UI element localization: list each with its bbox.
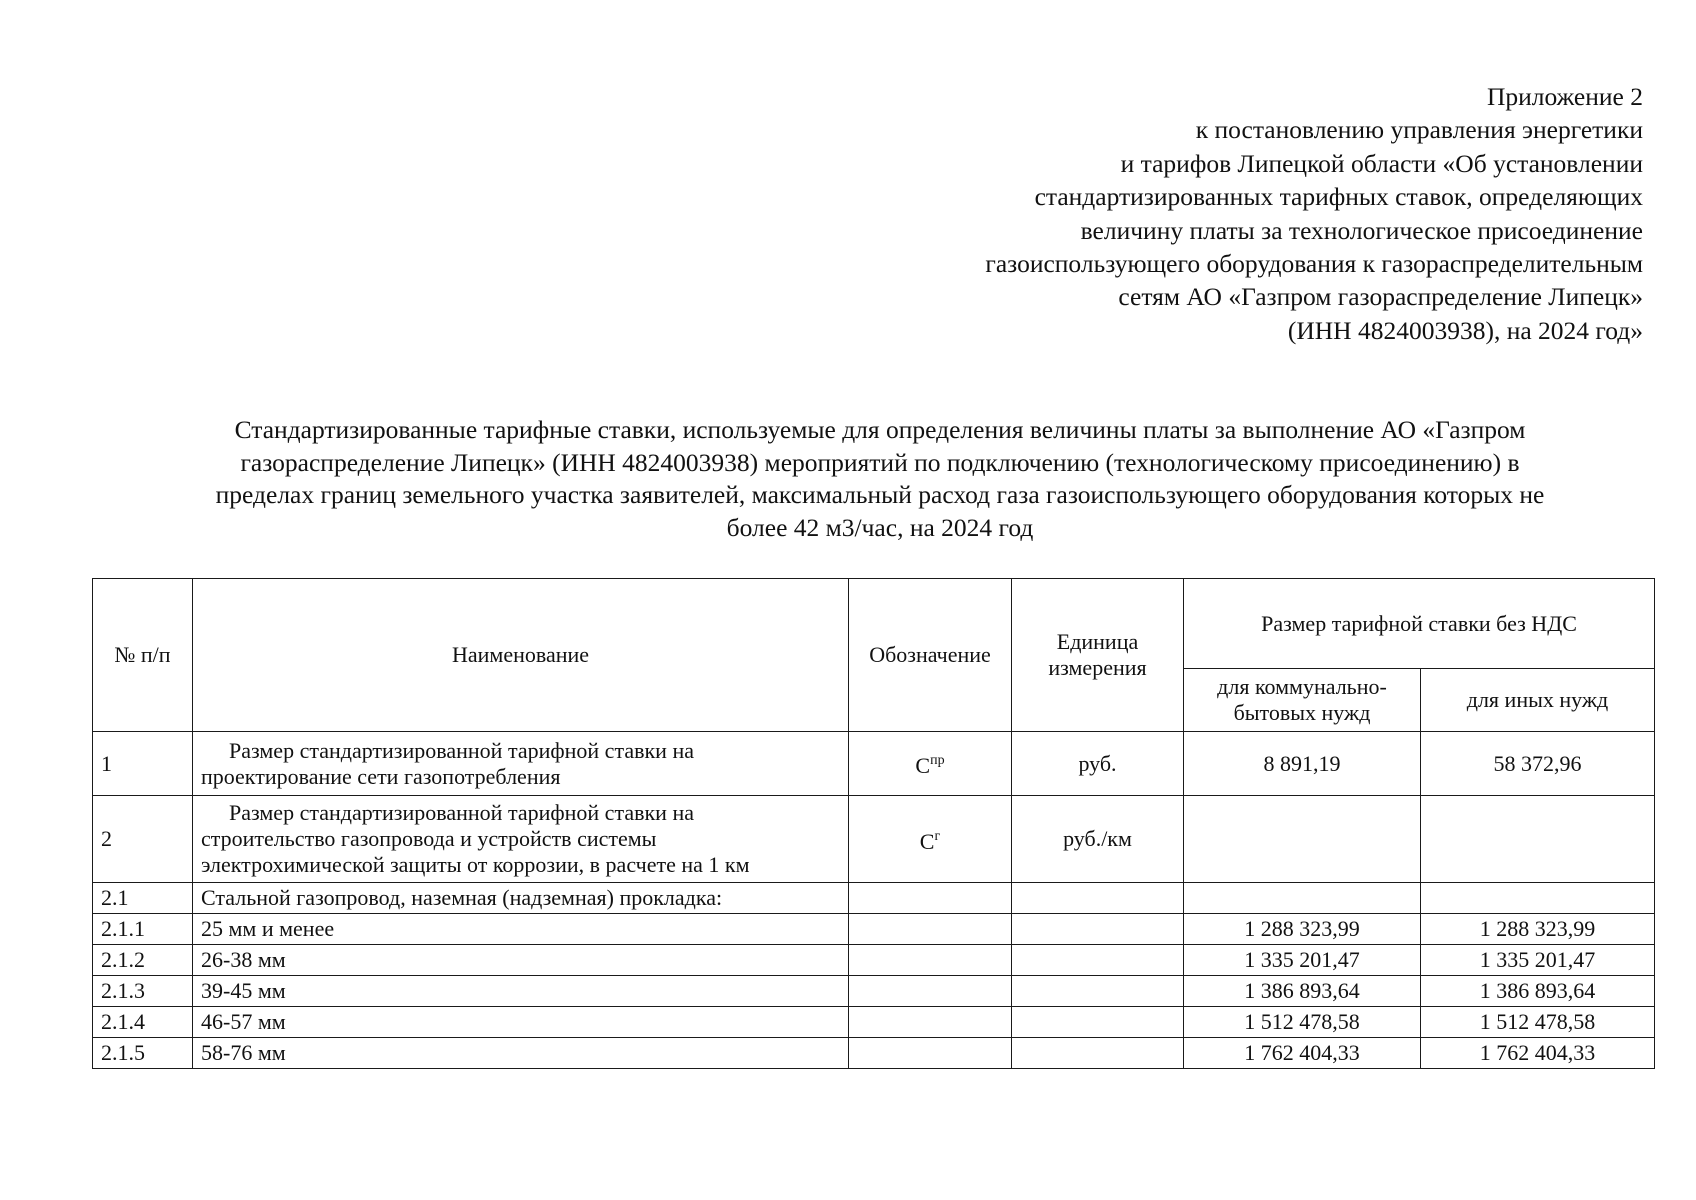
- title-line: более 42 м3/час, на 2024 год: [726, 512, 1034, 542]
- row-unit: [1012, 1007, 1184, 1038]
- row-name: [193, 796, 849, 883]
- row-household: 1 512 478,58: [1184, 1007, 1421, 1038]
- row-household: 1 335 201,47: [1184, 945, 1421, 976]
- row-symbol: [849, 796, 1012, 883]
- annex-line: (ИНН 4824003938), на 2024 год»: [1287, 315, 1643, 345]
- row-num: 2.1.5: [93, 1038, 193, 1069]
- row-other: 1 335 201,47: [1421, 945, 1655, 976]
- annex-line: Приложение 2: [1487, 82, 1643, 111]
- row-symbol: [849, 1007, 1012, 1038]
- row-symbol: [849, 945, 1012, 976]
- row-other: 1 762 404,33: [1421, 1038, 1655, 1069]
- table-row: [93, 1038, 1655, 1069]
- row-name: 46-57 мм: [193, 1007, 849, 1038]
- row-num: 1: [93, 732, 193, 796]
- row-name: [193, 732, 849, 796]
- annex-line: газоиспользующего оборудования к газораспределительным: [985, 249, 1643, 279]
- row-num: 2.1.2: [93, 945, 193, 976]
- symbol-base: С: [919, 828, 935, 854]
- row-unit: [1012, 883, 1184, 914]
- row-num: 2.1.4: [93, 1007, 193, 1038]
- header-designation: Обозначение: [849, 579, 1012, 732]
- row-name: 25 мм и менее: [193, 914, 849, 945]
- row-name: 26-38 мм: [193, 945, 849, 976]
- table-row: [93, 883, 1655, 914]
- row-symbol: [849, 883, 1012, 914]
- annex-line: к постановлению управления энергетики: [1195, 115, 1643, 145]
- row-other: 1 288 323,99: [1421, 914, 1655, 945]
- header-unit: [1012, 579, 1184, 732]
- row-symbol: [849, 976, 1012, 1007]
- row-unit: [1012, 1038, 1184, 1069]
- row-other: 1 386 893,64: [1421, 976, 1655, 1007]
- row-num: 2.1: [93, 883, 193, 914]
- header-household-line: бытовых нужд: [1233, 700, 1371, 725]
- row-household: 8 891,19: [1184, 732, 1421, 796]
- header-unit-line: Единица: [1056, 629, 1139, 654]
- row-name-line: проектирование сети газопотребления: [201, 763, 561, 789]
- row-unit: руб.: [1012, 732, 1184, 796]
- table-row: [93, 914, 1655, 945]
- row-num: 2.1.1: [93, 914, 193, 945]
- title-line: Стандартизированные тарифные ставки, используемые для определения величины платы за выполнение АО «Газпром: [234, 415, 1526, 444]
- header-unit-line: измерения: [1048, 655, 1147, 680]
- header-other: для иных нужд: [1421, 669, 1655, 732]
- header-name: Наименование: [193, 579, 849, 732]
- symbol-sup: пр: [930, 753, 945, 768]
- tariff-table: [92, 578, 1655, 1069]
- row-name-line: Размер стандартизированной тарифной ставки на: [229, 737, 694, 763]
- row-name-line: Размер стандартизированной тарифной ставки на: [229, 800, 694, 825]
- row-num: 2.1.3: [93, 976, 193, 1007]
- table-row: [93, 945, 1655, 976]
- row-other: 58 372,96: [1421, 732, 1655, 796]
- row-other: [1421, 883, 1655, 914]
- table-row: [93, 796, 1655, 883]
- table-row: [93, 1007, 1655, 1038]
- row-other: 1 512 478,58: [1421, 1007, 1655, 1038]
- row-name: Стальной газопровод, наземная (надземная) прокладка:: [193, 883, 849, 914]
- symbol-sup: г: [934, 828, 941, 844]
- row-name-line: строительство газопровода и устройств системы: [201, 826, 657, 851]
- row-unit: руб./км: [1012, 796, 1184, 883]
- row-num: 2: [93, 796, 193, 883]
- annex-line: и тарифов Липецкой области «Об установлении: [1120, 148, 1643, 178]
- row-household: 1 762 404,33: [1184, 1038, 1421, 1069]
- header-household: [1184, 669, 1421, 732]
- row-unit: [1012, 945, 1184, 976]
- table-header-row: [93, 579, 1655, 669]
- annex-header: [985, 80, 1643, 347]
- header-household-line: для коммунально-: [1217, 674, 1387, 699]
- row-unit: [1012, 914, 1184, 945]
- row-other: [1421, 796, 1655, 883]
- row-name: 39-45 мм: [193, 976, 849, 1007]
- row-household: 1 288 323,99: [1184, 914, 1421, 945]
- annex-line: стандартизированных тарифных ставок, определяющих: [1034, 182, 1643, 212]
- row-unit: [1012, 976, 1184, 1007]
- title-line: пределах границ земельного участка заявителей, максимальный расход газа газоиспользующего оборудования которых не: [215, 480, 1545, 509]
- row-symbol: [849, 732, 1012, 796]
- header-num: № п/п: [93, 579, 193, 732]
- row-household: 1 386 893,64: [1184, 976, 1421, 1007]
- row-name: 58-76 мм: [193, 1038, 849, 1069]
- row-name-line: электрохимической защиты от коррозии, в расчете на 1 км: [201, 852, 750, 877]
- header-rate: Размер тарифной ставки без НДС: [1184, 579, 1655, 669]
- document-title: [60, 414, 1696, 544]
- annex-line: сетям АО «Газпром газораспределение Липецк»: [1118, 282, 1643, 312]
- title-line: газораспределение Липецк» (ИНН 4824003938) мероприятий по подключению (технологическому присоединению) в: [240, 447, 1520, 477]
- table-row: [93, 732, 1655, 796]
- row-household: [1184, 796, 1421, 883]
- symbol-base: С: [915, 753, 931, 778]
- annex-line: величину платы за технологическое присоединение: [1080, 215, 1643, 245]
- table-row: [93, 976, 1655, 1007]
- row-symbol: [849, 1038, 1012, 1069]
- row-symbol: [849, 914, 1012, 945]
- row-household: [1184, 883, 1421, 914]
